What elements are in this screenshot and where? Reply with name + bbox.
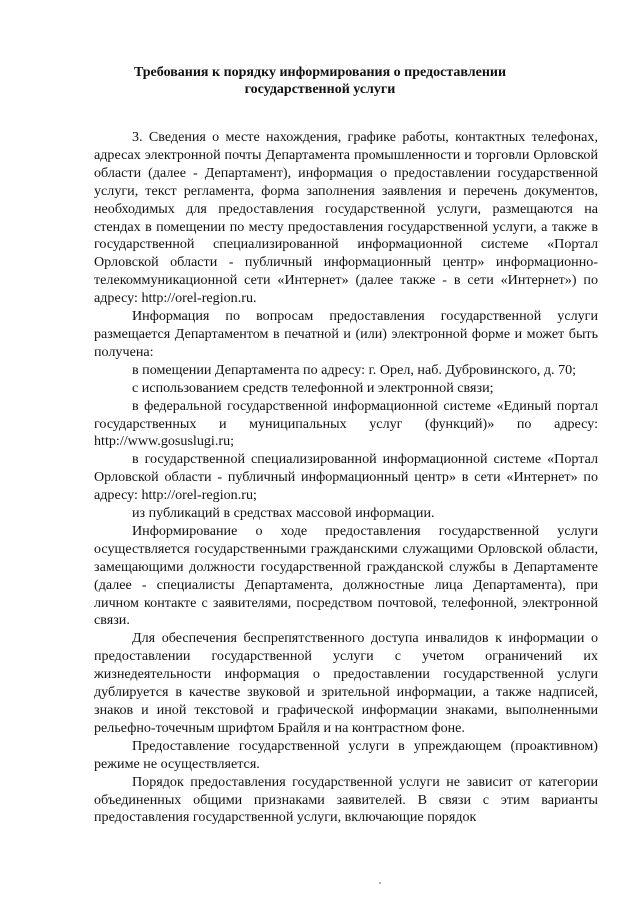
paragraph-informing-process: Информирование о ходе предоставления государственной услуги осуществляется государственными гражданскими служащими Орловской области, замещающими должности государственной гражданской службы в Департаменте (далее - специалисты Департамента, должностные лица Департамента), при личном контакте с заявителями, посредством почтовой, телефонной, электронной связи.: [94, 522, 598, 629]
section-title-line-2: государственной услуги: [244, 82, 396, 97]
scan-speck: [379, 882, 381, 884]
paragraph-proactive-mode: Предоставление государственной услуги в упреждающем (проактивном) режиме не осуществляется.: [94, 737, 598, 772]
paragraph-applicant-categories: Порядок предоставления государственной услуги не зависит от категории объединенных общими признаками заявителей. В связи с этим варианты предоставления государственной услуги, включающие порядок: [94, 773, 598, 826]
paragraph-gosuslugi-portal: в федеральной государственной информационной системе «Единый портал государственных и муниципальных услуг (функций)» по адресу: http://www.gosuslugi.ru;: [94, 397, 598, 450]
paragraph-department-address: в помещении Департамента по адресу: г. Орел, наб. Дубровинского, д. 70;: [132, 361, 577, 378]
paragraph-item-3: 3. Сведения о месте нахождения, графике работы, контактных телефонах, адресах электронной почты Департамента промышленности и торговли Орловской области (далее - Департамент), информация о предоставлении государственной услуги, текст регламента, форма заполнения заявления и перечень документов, необходимых для предоставления государственной услуги, размещаются на стендах в помещении по месту предоставления государственной услуги, а также в государственной специализированной информационной системе «Портал Орловской области - публичный информационный центр» информационно-телекоммуникационной сети «Интернет» (далее также - в сети «Интернет») по адресу: http://orel-region.ru.: [94, 129, 598, 307]
paragraph-mass-media: из публикаций в средствах массовой информации.: [132, 505, 435, 522]
paragraph-phone-electronic: с использованием средств телефонной и электронной связи;: [132, 379, 494, 396]
paragraph-info-sources-intro: Информация по вопросам предоставления государственной услуги размещается Департаментом в печатной и (или) электронной форме и может быть получена:: [94, 308, 598, 360]
section-title-line-1: Требования к порядку информирования о предоставлении: [133, 65, 507, 80]
document-body: [94, 129, 598, 827]
paragraph-accessibility: Для обеспечения беспрепятственного доступа инвалидов к информации о предоставлении государственной услуги с учетом ограничений их жизнедеятельности информация о предоставлении государственной услуги дублируется в качестве звуковой и зрительной информации, а также надписей, знаков и иной текстовой и графической информации знаками, выполненными рельефно-точечным шрифтом Брайля и на контрастном фоне.: [94, 630, 598, 736]
section-title: [95, 64, 545, 98]
paragraph-orel-portal: в государственной специализированной информационной системе «Портал Орловской области - публичный информационный центр» в сети «Интернет» по адресу: http://orel-region.ru;: [94, 451, 598, 504]
